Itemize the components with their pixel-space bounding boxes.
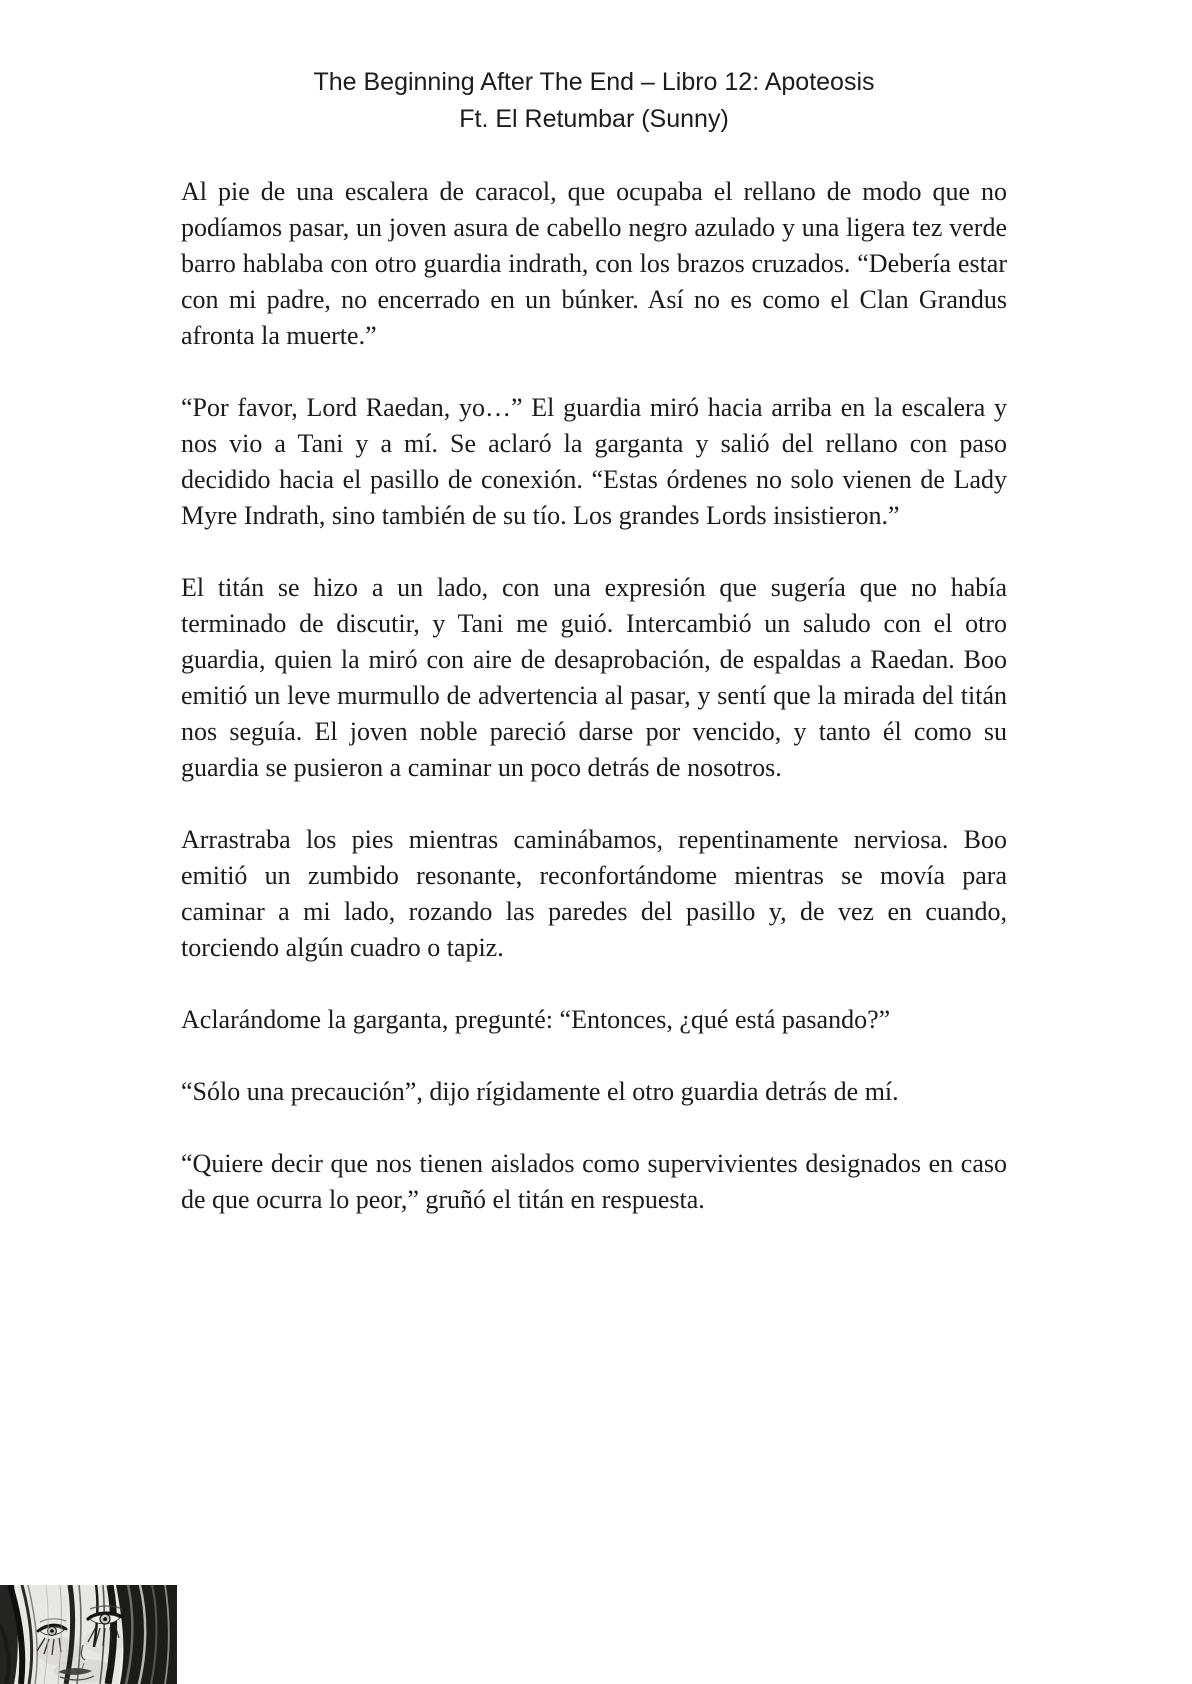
document-body — [181, 174, 1007, 1218]
page-title: The Beginning After The End – Libro 12: Apoteosis — [313, 68, 875, 96]
paragraph-6: “Sólo una precaución”, dijo rígidamente el otro guardia detrás de mí. — [181, 1077, 899, 1106]
manga-face-drawing — [0, 1585, 177, 1684]
manga-face-illustration — [0, 1585, 177, 1684]
paragraph-4: Arrastraba los pies mientras caminábamos, repentinamente nerviosa. Boo emitió un zumbido resonante, reconfortándome mientras se movía para caminar a mi lado, rozando las paredes del pasillo y, de vez en cuando, torciendo algún cuadro o tapiz. — [181, 825, 1007, 962]
paragraph-1: Al pie de una escalera de caracol, que ocupaba el rellano de modo que no podíamos pasar, un joven asura de cabello negro azulado y una ligera tez verde barro hablaba con otro guardia indrath, con los brazos cruzados. “Debería estar con mi padre, no encerrado en un búnker. Así no es como el Clan Grandus afronta la muerte.” — [181, 177, 1007, 350]
paragraph-7: “Quiere decir que nos tienen aislados como supervivientes designados en caso de que ocurra lo peor,” gruñó el titán en respuesta. — [181, 1149, 1007, 1214]
paragraph-5: Aclarándome la garganta, pregunté: “Entonces, ¿qué está pasando?” — [181, 1005, 891, 1034]
paragraph-3: El titán se hizo a un lado, con una expresión que sugería que no había terminado de discutir, y Tani me guió. Intercambió un saludo con el otro guardia, quien la miró con aire de desaprobación, de espaldas a Raedan. Boo emitió un leve murmullo de advertencia al pasar, y sentí que la mirada del titán nos seguía. El joven noble pareció darse por vencido, y tanto él como su guardia se pusieron a caminar un poco detrás de nosotros. — [181, 573, 1007, 782]
title-block — [181, 0, 1007, 138]
paragraph-2: “Por favor, Lord Raedan, yo…” El guardia miró hacia arriba en la escalera y nos vio a Tani y a mí. Se aclaró la garganta y salió del rellano con paso decidido hacia el pasillo de conexión. “Estas órdenes no solo vienen de Lady Myre Indrath, sino también de su tío. Los grandes Lords insistieron.” — [181, 393, 1007, 530]
page-subtitle: Ft. El Retumbar (Sunny) — [459, 105, 729, 133]
